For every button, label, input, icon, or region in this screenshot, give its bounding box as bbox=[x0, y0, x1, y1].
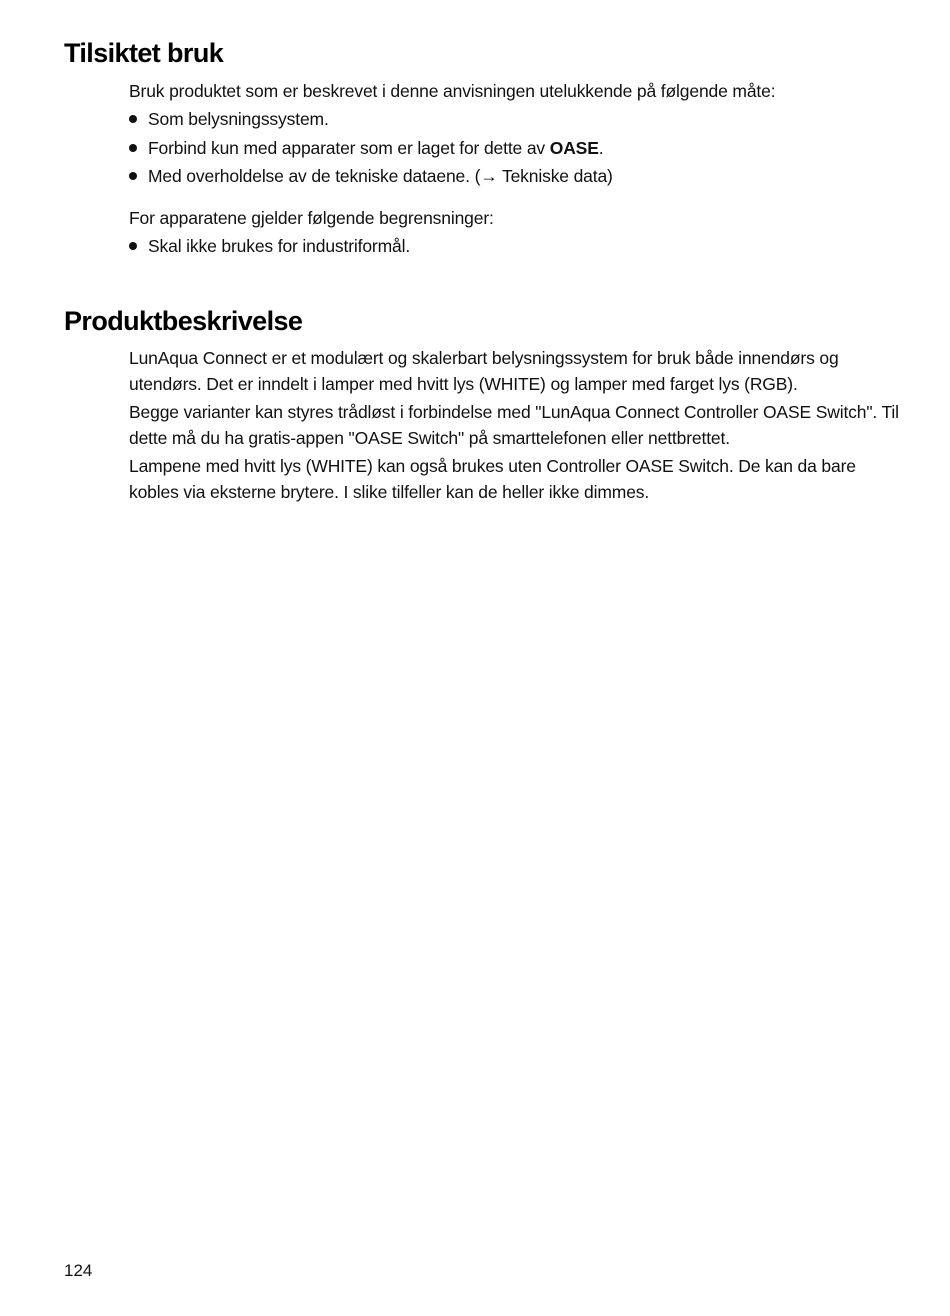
list-item-text-end: . bbox=[598, 137, 604, 158]
list-item-text: Med overholdelse av de tekniske dataene. (→ Tekniske data) bbox=[148, 166, 613, 186]
restrictions-body bbox=[129, 205, 899, 262]
product-paragraph-2: Begge varianter kan styres trådløst i forbindelse med "LunAqua Connect Controller OASE Switch". Til dette må du ha gratis-appen "OASE Switch" på smarttelefonen eller nettbrettet. bbox=[129, 402, 899, 448]
heading-intended-use: Tilsiktet bruk bbox=[64, 38, 224, 68]
bullet-icon bbox=[129, 242, 137, 250]
intended-use-body bbox=[129, 78, 899, 192]
list-item bbox=[129, 163, 899, 192]
restrictions-list bbox=[129, 233, 899, 262]
list-item bbox=[129, 233, 899, 262]
intended-use-intro: Bruk produktet som er beskrevet i denne anvisningen utelukkende på følgende måte: bbox=[129, 81, 776, 101]
page-number: 124 bbox=[64, 1261, 93, 1280]
heading-product-description: Produktbeskrivelse bbox=[64, 306, 303, 336]
product-paragraph-1: LunAqua Connect er et modulært og skalerbart belysningssystem for bruk både innendørs og utendørs. Det er inndelt i lamper med hvitt lys (WHITE) og lamper med farget lys (RGB). bbox=[129, 348, 839, 394]
brand-name: OASE bbox=[549, 137, 599, 158]
bullet-icon bbox=[129, 144, 137, 152]
list-item-text: Forbind kun med apparater som er laget for dette av bbox=[148, 137, 550, 158]
intended-use-list bbox=[129, 106, 899, 192]
list-item bbox=[129, 106, 899, 135]
product-paragraph-3: Lampene med hvitt lys (WHITE) kan også brukes uten Controller OASE Switch. De kan da bare kobles via eksterne brytere. I slike tilfeller kan de heller ikke dimmes. bbox=[129, 456, 856, 502]
bullet-icon bbox=[129, 115, 137, 123]
list-item bbox=[129, 135, 899, 164]
list-item-text: Som belysningssystem. bbox=[148, 109, 329, 129]
product-description-body bbox=[129, 345, 899, 505]
bullet-icon bbox=[129, 172, 137, 180]
restrictions-intro: For apparatene gjelder følgende begrensninger: bbox=[129, 208, 494, 228]
list-item-text: Skal ikke brukes for industriformål. bbox=[148, 236, 411, 256]
